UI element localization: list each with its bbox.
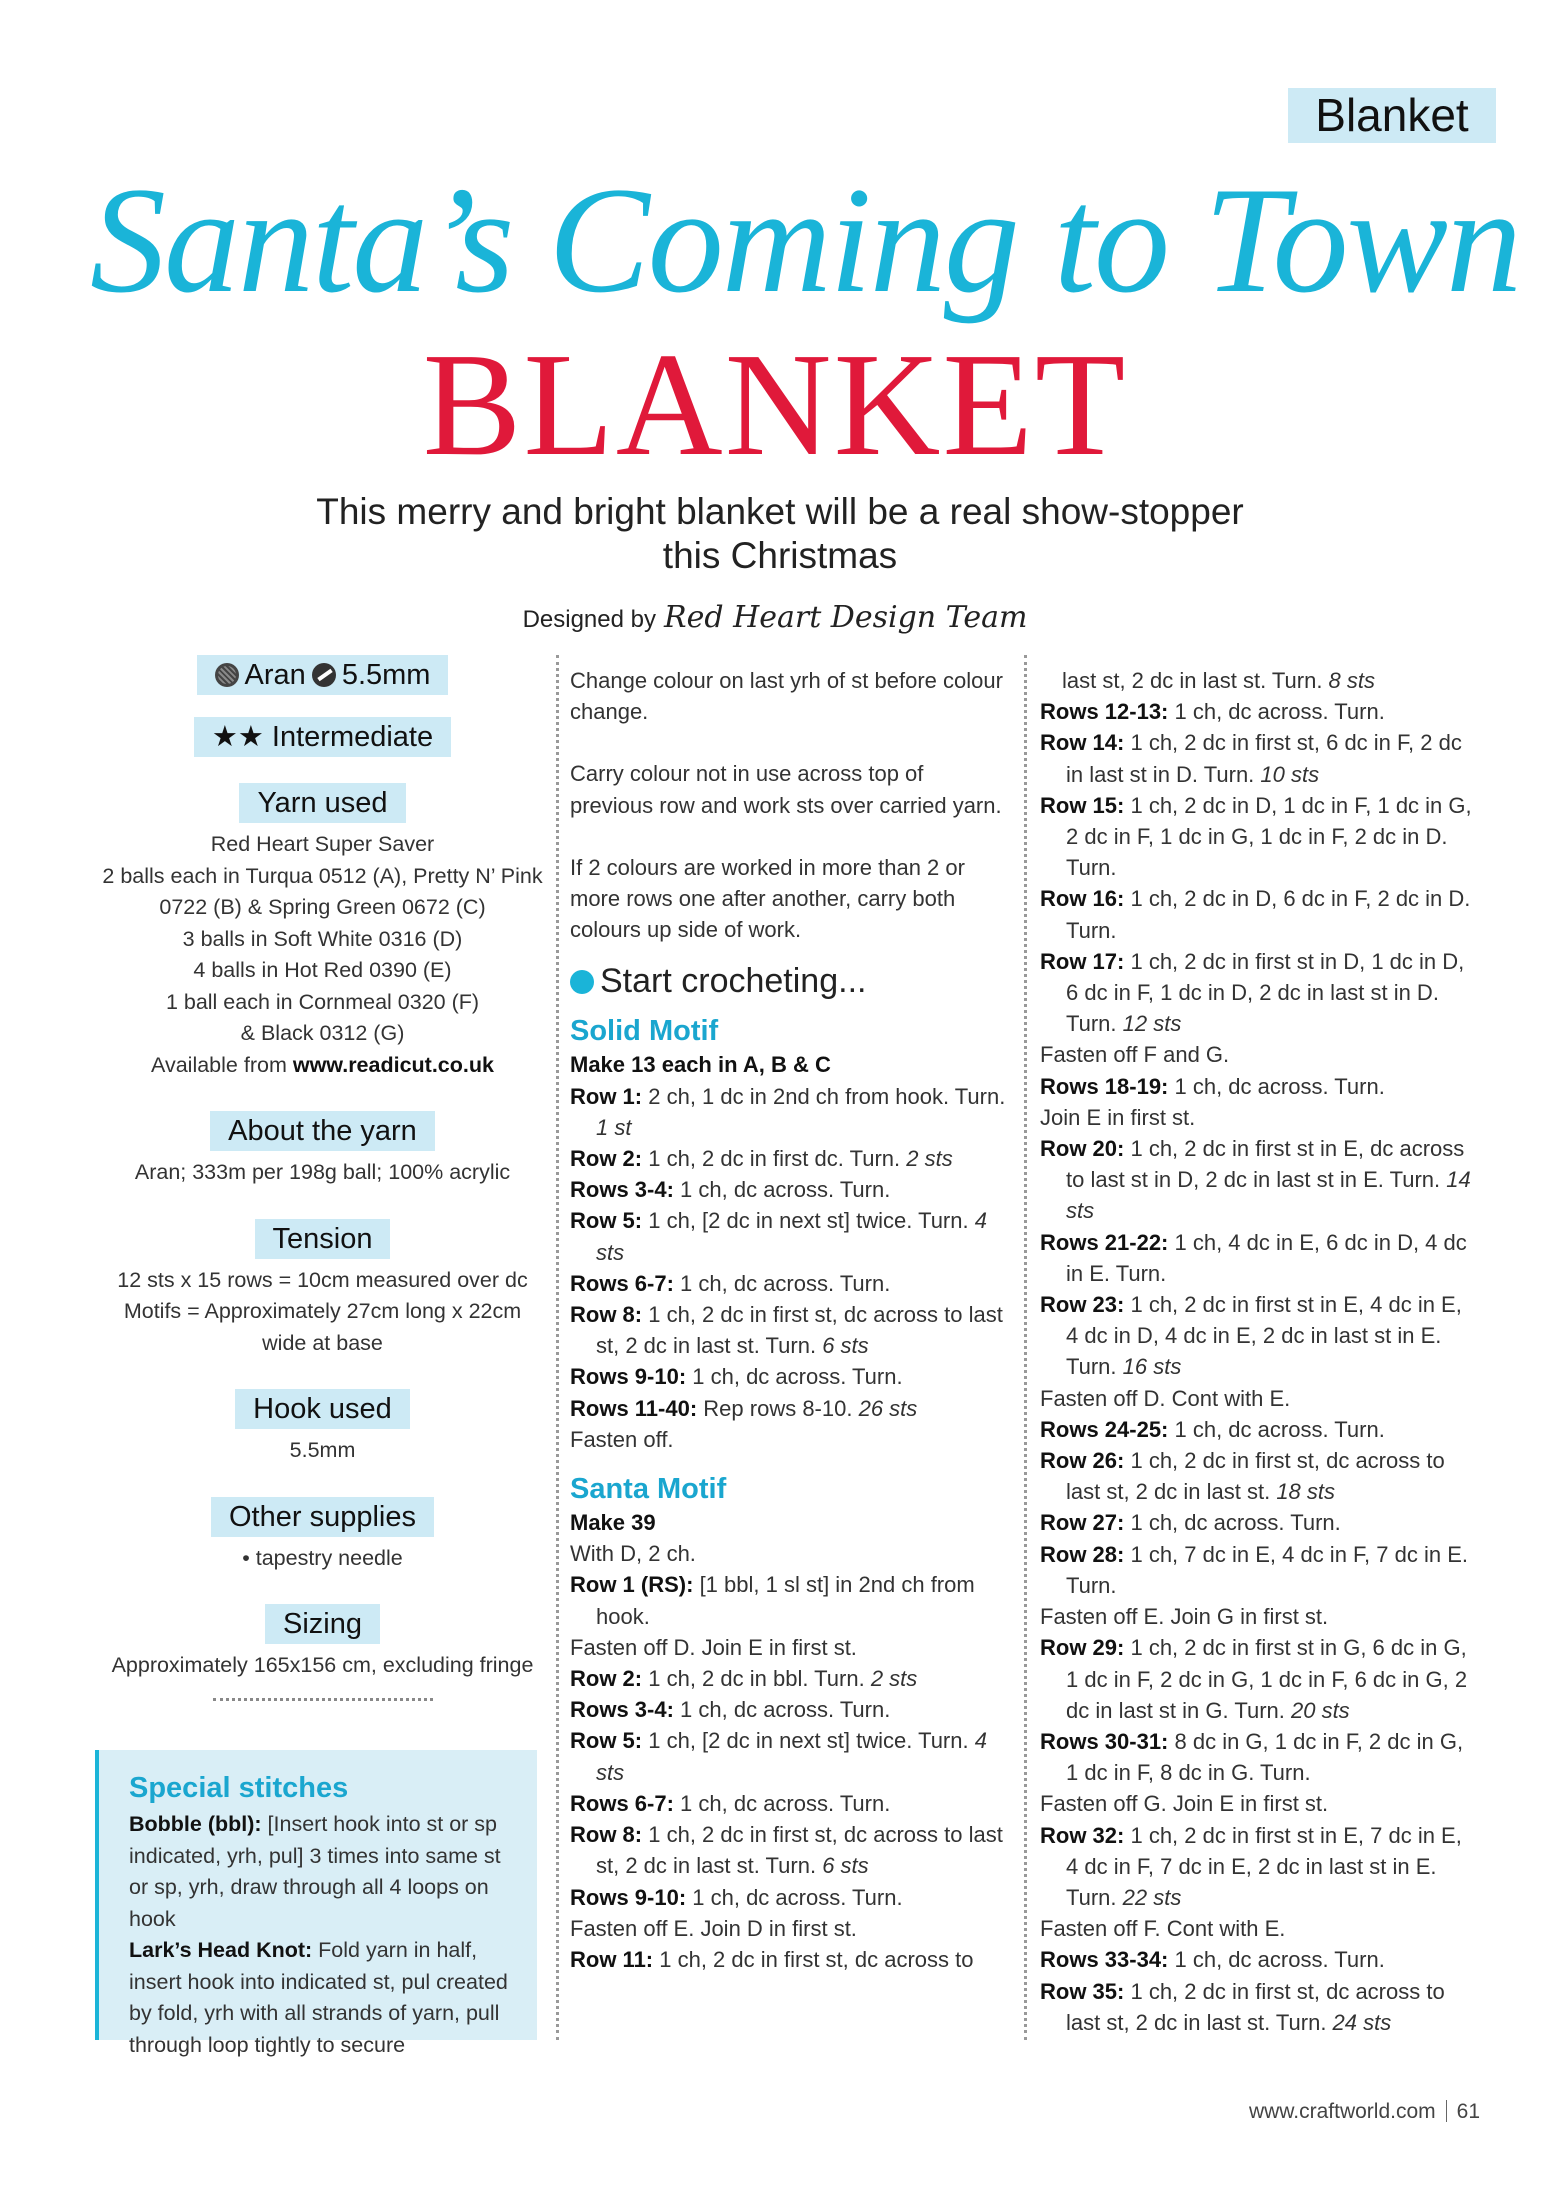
yarn-ball-icon bbox=[215, 663, 239, 687]
intro-note: Carry colour not in use across top of previous row and work sts over carried yarn. bbox=[570, 761, 1002, 818]
special-stitches-title: Special stitches bbox=[129, 1772, 349, 1804]
fasten-off-note: Fasten off D. Cont with E. bbox=[1040, 1385, 1291, 1411]
page-title: Santa’s Coming to Town bbox=[90, 156, 1520, 324]
available-link[interactable]: www.readicut.co.uk bbox=[292, 1052, 494, 1077]
row-continuation: last st, 2 dc in last st. Turn. 8 sts bbox=[1062, 668, 1376, 693]
row-instruction: Row 14: 1 ch, 2 dc in first st, 6 dc in F, 2 dc in last st in D. Turn. 10 sts bbox=[1040, 730, 1462, 787]
column-divider bbox=[1024, 655, 1027, 2040]
yarn-weight: Aran bbox=[244, 659, 306, 691]
about-yarn-text: Aran; 333m per 198g ball; 100% acrylic bbox=[134, 1160, 511, 1184]
row-instruction: Rows 21-22: 1 ch, 4 dc in E, 6 dc in D, 4 dc in E. Turn. bbox=[1040, 1229, 1467, 1286]
footer-site-link[interactable]: www.craftworld.com bbox=[1248, 2100, 1436, 2123]
row-instruction: Row 32: 1 ch, 2 dc in first st in E, 7 dc in E, 4 dc in F, 7 dc in E, 2 dc in last st in E. Turn. 22 sts bbox=[1040, 1822, 1462, 1910]
page-subtitle: This merry and bright blanket will be a real show-stopper this Christmas bbox=[316, 491, 1244, 576]
yarn-line: 1 ball each in Cornmeal 0320 (F) bbox=[165, 989, 480, 1014]
page-number: 61 bbox=[1456, 2100, 1480, 2123]
star-icon: ★★ bbox=[211, 721, 264, 753]
solid-motif-make: Make 13 each in A, B & C bbox=[570, 1052, 831, 1078]
fasten-off-note: Fasten off G. Join E in first st. bbox=[1040, 1791, 1329, 1817]
category-tag: Blanket bbox=[1288, 88, 1496, 143]
row-instruction: Rows 11-40: Rep rows 8-10. 26 sts bbox=[570, 1395, 918, 1421]
tension-header: Tension bbox=[255, 1219, 391, 1259]
row-instruction: Row 2: 1 ch, 2 dc in bbl. Turn. 2 sts bbox=[570, 1666, 918, 1692]
join-note: Join E in first st. bbox=[1040, 1104, 1196, 1130]
row-instruction: Rows 9-10: 1 ch, dc across. Turn. bbox=[570, 1364, 903, 1390]
sizing-header: Sizing bbox=[265, 1604, 380, 1644]
about-yarn-header: About the yarn bbox=[210, 1111, 435, 1151]
yarn-line: 3 balls in Soft White 0316 (D) bbox=[182, 926, 463, 951]
row-instruction: Row 8: 1 ch, 2 dc in first st, dc across to last st, 2 dc in last st. Turn. 6 sts bbox=[570, 1302, 1003, 1359]
start-crocheting-heading bbox=[570, 959, 1010, 1003]
yarn-line: & Black 0312 (G) bbox=[240, 1021, 405, 1045]
tension-line: Motifs = Approximately 27cm long x 22cm bbox=[123, 1299, 522, 1323]
santa-start-note: With D, 2 ch. bbox=[570, 1541, 696, 1567]
designer-name: Red Heart Design Team bbox=[663, 600, 1028, 635]
row-instruction: Row 26: 1 ch, 2 dc in first st, dc across to last st, 2 dc in last st. 18 sts bbox=[1040, 1448, 1445, 1505]
dotted-divider bbox=[213, 1698, 433, 1701]
row-instruction: Row 8: 1 ch, 2 dc in first st, dc across to last st, 2 dc in last st. Turn. 6 sts bbox=[570, 1822, 1003, 1879]
pattern-column-2 bbox=[1040, 665, 1480, 2038]
row-instruction: Rows 9-10: 1 ch, dc across. Turn. bbox=[570, 1884, 903, 1910]
start-label: Start crocheting... bbox=[600, 962, 867, 1001]
other-supplies-text: • tapestry needle bbox=[242, 1545, 403, 1570]
row-instruction: Row 29: 1 ch, 2 dc in first st in G, 6 dc in G, 1 dc in F, 2 dc in G, 1 dc in F, 6 dc in G, 2 dc in last st in G. Turn. 20 sts bbox=[1040, 1635, 1468, 1723]
designer-credit bbox=[0, 600, 1550, 635]
skill-level: Intermediate bbox=[271, 721, 434, 753]
row-instruction: Row 17: 1 ch, 2 dc in first st in D, 1 dc in D, 6 dc in F, 1 dc in D, 2 dc in last st in D. Turn. 12 sts bbox=[1040, 948, 1465, 1037]
row-instruction: Rows 12-13: 1 ch, dc across. Turn. bbox=[1040, 699, 1385, 725]
hook-used-header: Hook used bbox=[235, 1389, 410, 1429]
yarn-used-header: Yarn used bbox=[239, 783, 405, 823]
column-divider bbox=[556, 655, 559, 2040]
row-instruction: Rows 3-4: 1 ch, dc across. Turn. bbox=[570, 1697, 891, 1723]
larks-head-text: Fold yarn in half, insert hook into indicated st, pul created by fold, yrh with all strands of yarn, pull through loop tightly to secure bbox=[129, 1938, 508, 2057]
fasten-off-note: Fasten off E. Join D in first st. bbox=[570, 1915, 857, 1941]
row-instruction: Row 1 (RS): [1 bbl, 1 sl st] in 2nd ch from hook. bbox=[570, 1572, 975, 1629]
intro-note: If 2 colours are worked in more than 2 or more rows one after another, carry both colours up side of work. bbox=[570, 854, 965, 943]
hook-used-text: 5.5mm bbox=[289, 1438, 356, 1462]
santa-motif-title: Santa Motif bbox=[570, 1473, 727, 1506]
tension-line: 12 sts x 15 rows = 10cm measured over dc bbox=[117, 1267, 528, 1292]
available-prefix: Available from bbox=[151, 1052, 287, 1077]
row-instruction: Row 5: 1 ch, [2 dc in next st] twice. Turn. 4 sts bbox=[570, 1728, 987, 1785]
fasten-off-note: Fasten off F. Cont with E. bbox=[1040, 1916, 1286, 1942]
larks-head-definition bbox=[129, 1935, 509, 2061]
row-instruction: Row 23: 1 ch, 2 dc in first st in E, 4 dc in E, 4 dc in D, 4 dc in E, 2 dc in last st in E. Turn. 16 sts bbox=[1040, 1292, 1462, 1380]
tension-text bbox=[100, 1265, 545, 1360]
footer-divider bbox=[1446, 2100, 1447, 2122]
fasten-off-note: Fasten off D. Join E in first st. bbox=[570, 1634, 857, 1660]
row-instruction: Row 28: 1 ch, 7 dc in E, 4 dc in F, 7 dc in E. Turn. bbox=[1040, 1541, 1468, 1598]
fasten-off-note: Fasten off F and G. bbox=[1040, 1042, 1230, 1068]
level-badge bbox=[194, 717, 451, 757]
available-from bbox=[100, 1050, 545, 1082]
row-instruction: Row 5: 1 ch, [2 dc in next st] twice. Turn. 4 sts bbox=[570, 1208, 987, 1265]
intro-note: Change colour on last yrh of st before colour change. bbox=[570, 668, 1003, 725]
yarn-ball-icon bbox=[570, 970, 594, 994]
info-column bbox=[100, 655, 545, 1701]
yarn-used-text bbox=[100, 829, 545, 1081]
larks-head-label: Lark’s Head Knot: bbox=[129, 1938, 313, 1962]
row-instruction: Rows 33-34: 1 ch, dc across. Turn. bbox=[1040, 1947, 1385, 1973]
tension-line: wide at base bbox=[262, 1330, 383, 1355]
yarn-line: 2 balls each in Turqua 0512 (A), Pretty N’ Pink bbox=[102, 863, 543, 888]
row-instruction: Row 20: 1 ch, 2 dc in first st in E, dc across to last st in D, 2 dc in last st in E. Turn. 14 sts bbox=[1040, 1136, 1471, 1224]
row-instruction: Rows 6-7: 1 ch, dc across. Turn. bbox=[570, 1270, 891, 1296]
hook-size: 5.5mm bbox=[341, 659, 431, 691]
row-instruction: Rows 30-31: 8 dc in G, 1 dc in F, 2 dc in G, 1 dc in F, 8 dc in G. Turn. bbox=[1040, 1728, 1464, 1786]
row-instruction: Row 16: 1 ch, 2 dc in D, 6 dc in F, 2 dc in D. Turn. bbox=[1040, 886, 1471, 943]
row-instruction: Row 15: 1 ch, 2 dc in D, 1 dc in F, 1 dc in G, 2 dc in F, 1 dc in G, 1 dc in F, 2 dc in D. Turn. bbox=[1040, 792, 1472, 881]
sizing-text: Approximately 165x156 cm, excluding fringe bbox=[111, 1653, 534, 1677]
row-instruction: Row 11: 1 ch, 2 dc in first st, dc across to bbox=[570, 1946, 974, 1972]
row-instruction: Row 2: 1 ch, 2 dc in first dc. Turn. 2 sts bbox=[570, 1146, 953, 1172]
designer-prefix: Designed by bbox=[522, 606, 656, 633]
row-instruction: Row 35: 1 ch, 2 dc in first st, dc across to last st, 2 dc in last st. Turn. 24 sts bbox=[1040, 1978, 1445, 2035]
bobble-text: [Insert hook into st or sp indicated, yrh, pul] 3 times into same st or sp, yrh, draw through all 4 loops on hook bbox=[129, 1812, 501, 1931]
bobble-definition bbox=[129, 1809, 509, 1935]
weight-hook-badge bbox=[197, 655, 449, 695]
row-instruction: Rows 18-19: 1 ch, dc across. Turn. bbox=[1040, 1073, 1385, 1099]
fasten-off-note: Fasten off. bbox=[570, 1426, 674, 1452]
yarn-line: 4 balls in Hot Red 0390 (E) bbox=[193, 958, 452, 982]
special-stitches-box bbox=[95, 1750, 537, 2057]
hook-icon bbox=[312, 663, 336, 687]
row-instruction: Row 1: 2 ch, 1 dc in 2nd ch from hook. Turn. 1 st bbox=[570, 1083, 1006, 1140]
yarn-line: 0722 (B) & Spring Green 0672 (C) bbox=[159, 895, 486, 919]
santa-motif-make: Make 39 bbox=[570, 1510, 656, 1536]
row-instruction: Rows 24-25: 1 ch, dc across. Turn. bbox=[1040, 1416, 1385, 1442]
row-instruction: Row 27: 1 ch, dc across. Turn. bbox=[1040, 1510, 1341, 1536]
yarn-line: Red Heart Super Saver bbox=[210, 832, 435, 856]
bobble-label: Bobble (bbl): bbox=[129, 1812, 262, 1836]
row-instruction: Rows 3-4: 1 ch, dc across. Turn. bbox=[570, 1177, 891, 1203]
fasten-off-note: Fasten off E. Join G in first st. bbox=[1040, 1604, 1329, 1630]
row-instruction: Rows 6-7: 1 ch, dc across. Turn. bbox=[570, 1790, 891, 1816]
solid-motif-title: Solid Motif bbox=[570, 1015, 719, 1048]
page-title-2: BLANKET bbox=[422, 323, 1128, 487]
other-supplies-header: Other supplies bbox=[211, 1497, 434, 1537]
pattern-column-1 bbox=[570, 665, 1010, 1975]
page-footer bbox=[1100, 2100, 1480, 2124]
